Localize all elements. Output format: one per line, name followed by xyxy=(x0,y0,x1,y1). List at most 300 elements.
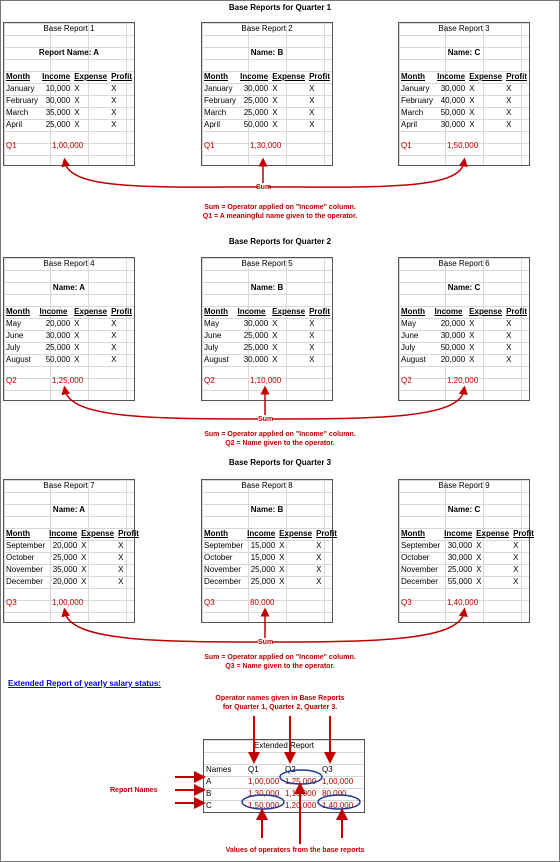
quarter-title: Base Reports for Quarter 1 xyxy=(228,3,332,12)
column-header: Month xyxy=(6,72,30,81)
table-header-row xyxy=(399,528,536,540)
report-name: Name: C xyxy=(447,283,481,292)
column-header: Income xyxy=(247,529,276,538)
column-header: Month xyxy=(6,529,30,538)
table-cell: X xyxy=(309,120,315,129)
table-cell: X xyxy=(279,577,285,586)
column-header: Profit xyxy=(316,529,337,538)
column-header: Expense xyxy=(476,529,510,538)
sum-label: Sum xyxy=(258,639,274,646)
table-cell: X xyxy=(513,565,519,574)
note-line: Sum = Operator applied on "Income" column. xyxy=(204,431,356,438)
table-cell: X xyxy=(309,108,315,117)
table-row xyxy=(204,776,357,788)
table-cell: X xyxy=(279,565,285,574)
table-cell: July xyxy=(204,343,219,352)
row-name: B xyxy=(206,789,212,798)
table-cell: X xyxy=(74,343,80,352)
table-header-row xyxy=(204,764,357,776)
column-header: Profit xyxy=(111,307,132,316)
table-cell: X xyxy=(111,355,117,364)
table-cell: March xyxy=(6,108,29,117)
quarter-2-note xyxy=(0,430,560,448)
table-cell: X xyxy=(309,96,315,105)
report-header: Base Report 9 xyxy=(438,481,490,490)
q2-value: 1,20,000 xyxy=(285,801,317,810)
extended-report-table xyxy=(203,739,365,813)
table-row xyxy=(399,119,529,131)
table-cell: November xyxy=(401,565,438,574)
table-row xyxy=(4,552,141,564)
table-cell: X xyxy=(316,541,322,550)
table-row xyxy=(399,576,536,588)
q1-value: 1,50,000 xyxy=(248,801,280,810)
table-cell: 25,000 xyxy=(243,96,269,105)
table-cell: X xyxy=(74,96,80,105)
table-cell: 15,000 xyxy=(250,541,276,550)
operator-total: 1,25,000 xyxy=(52,376,84,385)
column-header: Income xyxy=(240,72,269,81)
report-table xyxy=(4,528,141,588)
report-name: Name: A xyxy=(52,283,86,292)
table-header-row xyxy=(4,528,141,540)
operator-name: Q3 xyxy=(6,598,17,607)
report-name: Name: C xyxy=(447,505,481,514)
table-cell: June xyxy=(6,331,24,340)
table-row xyxy=(202,564,339,576)
column-header: Income xyxy=(444,529,473,538)
table-cell: X xyxy=(74,120,80,129)
table-cell: 50,000 xyxy=(243,120,269,129)
base-report-card xyxy=(201,22,333,166)
table-cell: X xyxy=(309,355,315,364)
table-cell: October xyxy=(401,553,430,562)
table-cell: X xyxy=(506,343,512,352)
table-cell: X xyxy=(111,331,117,340)
table-row xyxy=(4,330,134,342)
table-header-row xyxy=(4,71,134,83)
column-header: Profit xyxy=(118,529,139,538)
table-row xyxy=(399,540,536,552)
report-table xyxy=(4,71,134,131)
table-cell: X xyxy=(309,319,315,328)
table-row xyxy=(202,576,339,588)
table-cell: X xyxy=(74,319,80,328)
column-header: Expense xyxy=(279,529,313,538)
values-note: Values of operators from the base reports xyxy=(225,847,365,854)
operator-total: 1,10,000 xyxy=(250,376,282,385)
table-cell: X xyxy=(309,343,315,352)
table-cell: X xyxy=(111,84,117,93)
table-cell: April xyxy=(401,120,418,129)
table-header-row xyxy=(399,71,529,83)
table-row xyxy=(399,95,529,107)
base-report-card xyxy=(3,22,135,166)
table-row xyxy=(4,564,141,576)
table-cell: October xyxy=(204,553,233,562)
table-cell: September xyxy=(6,541,46,550)
column-header: Expense xyxy=(74,307,108,316)
table-cell: July xyxy=(6,343,21,352)
operator-total: 1,40,000 xyxy=(447,598,479,607)
table-cell: X xyxy=(476,565,482,574)
operator-total: 1,00,000 xyxy=(52,141,84,150)
report-names-label: Report Names xyxy=(110,787,158,794)
table-cell: May xyxy=(204,319,220,328)
operator-names-note xyxy=(210,694,350,712)
table-cell: 25,000 xyxy=(243,331,269,340)
table-cell: X xyxy=(111,120,117,129)
table-cell: June xyxy=(204,331,222,340)
operator-total: 1,50,000 xyxy=(447,141,479,150)
table-row xyxy=(204,788,357,800)
q3-value: 1,00,000 xyxy=(322,777,354,786)
table-cell: X xyxy=(81,565,87,574)
table-cell: X xyxy=(272,108,278,117)
table-cell: January xyxy=(6,84,35,93)
table-cell: 20,000 xyxy=(440,319,466,328)
table-cell: X xyxy=(476,541,482,550)
table-cell: X xyxy=(111,319,117,328)
report-name: Report Name: A xyxy=(38,48,100,57)
table-cell: September xyxy=(204,541,244,550)
table-cell: 20,000 xyxy=(45,319,71,328)
table-cell: X xyxy=(118,553,124,562)
table-cell: 25,000 xyxy=(45,120,71,129)
table-cell: August xyxy=(401,355,426,364)
table-row xyxy=(399,564,536,576)
table-row xyxy=(202,330,332,342)
table-cell: January xyxy=(204,84,233,93)
table-cell: X xyxy=(469,108,475,117)
table-cell: 25,000 xyxy=(250,565,276,574)
operator-name: Q1 xyxy=(204,141,215,150)
table-cell: X xyxy=(469,343,475,352)
table-cell: 10,000 xyxy=(45,84,71,93)
table-cell: February xyxy=(401,96,434,105)
note-line: Sum = Operator applied on "Income" column. xyxy=(204,204,356,211)
table-cell: 20,000 xyxy=(52,541,78,550)
table-header-row xyxy=(202,71,332,83)
table-cell: August xyxy=(6,355,31,364)
column-header: Month xyxy=(401,72,425,81)
report-name: Name: B xyxy=(250,505,284,514)
column-header: Month xyxy=(204,307,228,316)
operator-total: 80,000 xyxy=(250,598,275,607)
table-cell: 30,000 xyxy=(447,541,473,550)
column-header: Expense xyxy=(272,72,306,81)
table-cell: 30,000 xyxy=(447,553,473,562)
table-header-row xyxy=(202,528,339,540)
table-row xyxy=(202,552,339,564)
table-cell: X xyxy=(118,565,124,574)
table-row xyxy=(202,540,339,552)
base-report-card xyxy=(3,257,135,401)
column-header: Month xyxy=(401,529,425,538)
table-cell: June xyxy=(401,331,419,340)
extended-table xyxy=(204,764,357,812)
table-row xyxy=(4,354,134,366)
table-cell: X xyxy=(272,120,278,129)
table-cell: 25,000 xyxy=(52,553,78,562)
column-header: Income xyxy=(437,72,466,81)
table-header-row xyxy=(399,306,529,318)
operator-name: Q3 xyxy=(401,598,412,607)
quarter-title: Base Reports for Quarter 3 xyxy=(228,458,332,467)
table-cell: 50,000 xyxy=(440,108,466,117)
table-cell: X xyxy=(74,331,80,340)
operator-name: Q1 xyxy=(6,141,17,150)
table-row xyxy=(399,83,529,95)
q2-value: 1,25,000 xyxy=(285,777,317,786)
report-table xyxy=(399,528,536,588)
table-cell: X xyxy=(506,108,512,117)
report-header: Base Report 5 xyxy=(241,259,293,268)
column-header: Expense xyxy=(74,72,108,81)
table-cell: X xyxy=(316,565,322,574)
table-row xyxy=(399,342,529,354)
table-cell: X xyxy=(81,577,87,586)
table-row xyxy=(399,318,529,330)
column-header: Income xyxy=(237,307,266,316)
table-cell: X xyxy=(506,84,512,93)
table-cell: X xyxy=(476,577,482,586)
table-cell: X xyxy=(469,319,475,328)
table-cell: April xyxy=(204,120,221,129)
table-cell: November xyxy=(6,565,43,574)
table-cell: February xyxy=(204,96,237,105)
table-cell: April xyxy=(6,120,23,129)
table-cell: X xyxy=(74,84,80,93)
table-cell: X xyxy=(279,553,285,562)
operator-name: Q2 xyxy=(401,376,412,385)
table-cell: X xyxy=(476,553,482,562)
report-name: Name: A xyxy=(52,505,86,514)
column-header: Expense xyxy=(469,307,503,316)
table-cell: November xyxy=(204,565,241,574)
table-row xyxy=(399,552,536,564)
report-table xyxy=(399,306,529,366)
extended-report-link[interactable]: Extended Report of yearly salary status: xyxy=(8,679,161,688)
table-row xyxy=(202,95,332,107)
table-cell: X xyxy=(469,120,475,129)
table-cell: March xyxy=(401,108,424,117)
table-cell: X xyxy=(272,96,278,105)
column-header: Profit xyxy=(309,72,330,81)
table-row xyxy=(202,318,332,330)
table-cell: X xyxy=(111,108,117,117)
table-cell: X xyxy=(272,331,278,340)
table-cell: 25,000 xyxy=(250,577,276,586)
report-table xyxy=(4,306,134,366)
column-header: Profit xyxy=(506,72,527,81)
note-line: Q3 = Name given to the operator. xyxy=(225,663,335,670)
table-cell: 15,000 xyxy=(250,553,276,562)
base-report-card xyxy=(398,22,530,166)
table-cell: 20,000 xyxy=(52,577,78,586)
table-header-row xyxy=(202,306,332,318)
base-report-card xyxy=(3,479,139,623)
table-row xyxy=(4,318,134,330)
table-cell: X xyxy=(513,541,519,550)
quarter-1-note xyxy=(0,203,560,221)
table-cell: 55,000 xyxy=(447,577,473,586)
table-row xyxy=(202,107,332,119)
column-header: Q3 xyxy=(322,765,333,774)
table-cell: X xyxy=(111,96,117,105)
sum-label: Sum xyxy=(258,416,274,423)
table-cell: January xyxy=(401,84,430,93)
table-cell: X xyxy=(469,355,475,364)
table-cell: 30,000 xyxy=(440,84,466,93)
table-cell: X xyxy=(469,96,475,105)
table-cell: 20,000 xyxy=(440,355,466,364)
table-row xyxy=(202,119,332,131)
table-cell: 30,000 xyxy=(45,331,71,340)
base-report-card xyxy=(398,257,530,401)
table-row xyxy=(202,83,332,95)
table-cell: March xyxy=(204,108,227,117)
column-header: Month xyxy=(204,72,228,81)
table-row xyxy=(4,107,134,119)
table-cell: X xyxy=(469,84,475,93)
report-table xyxy=(202,528,339,588)
table-row xyxy=(4,540,141,552)
table-cell: 50,000 xyxy=(45,355,71,364)
table-cell: July xyxy=(401,343,416,352)
table-cell: X xyxy=(506,96,512,105)
report-header: Base Report 2 xyxy=(241,24,293,33)
table-cell: X xyxy=(111,343,117,352)
note-line: Q1 = A meaningful name given to the operator. xyxy=(202,213,358,220)
table-cell: 35,000 xyxy=(45,108,71,117)
table-cell: X xyxy=(506,319,512,328)
report-table xyxy=(202,306,332,366)
table-cell: X xyxy=(272,355,278,364)
table-cell: X xyxy=(309,331,315,340)
note-line: Operator names given in Base Reports xyxy=(215,695,345,702)
table-cell: December xyxy=(204,577,241,586)
table-cell: X xyxy=(279,541,285,550)
table-cell: X xyxy=(272,343,278,352)
quarter-title: Base Reports for Quarter 2 xyxy=(228,237,332,246)
table-cell: X xyxy=(272,319,278,328)
operator-name: Q3 xyxy=(204,598,215,607)
report-name: Name: C xyxy=(447,48,481,57)
table-cell: X xyxy=(81,541,87,550)
column-header: Income xyxy=(49,529,78,538)
table-row xyxy=(399,107,529,119)
column-header: Month xyxy=(401,307,425,316)
sum-label: Sum xyxy=(256,184,272,191)
report-table xyxy=(399,71,529,131)
row-name: C xyxy=(206,801,212,810)
base-report-card xyxy=(201,479,337,623)
table-cell: X xyxy=(469,331,475,340)
table-cell: December xyxy=(401,577,438,586)
table-cell: X xyxy=(316,553,322,562)
table-cell: 30,000 xyxy=(243,84,269,93)
note-line: Q2 = Name given to the operator. xyxy=(225,440,335,447)
report-header: Base Report 3 xyxy=(438,24,490,33)
note-line: for Quarter 1, Quarter 2, Quarter 3. xyxy=(222,704,338,711)
operator-name: Q2 xyxy=(204,376,215,385)
quarter-3-note xyxy=(0,653,560,671)
table-cell: December xyxy=(6,577,43,586)
extended-report-header: Extended Report xyxy=(253,741,315,750)
column-header: Profit xyxy=(309,307,330,316)
table-cell: X xyxy=(513,553,519,562)
note-line: Sum = Operator applied on "Income" column. xyxy=(204,654,356,661)
table-header-row xyxy=(4,306,134,318)
table-cell: X xyxy=(513,577,519,586)
column-header: Expense xyxy=(469,72,503,81)
table-cell: X xyxy=(316,577,322,586)
column-header: Month xyxy=(204,529,228,538)
table-cell: 30,000 xyxy=(440,331,466,340)
table-cell: February xyxy=(6,96,39,105)
table-cell: 25,000 xyxy=(243,108,269,117)
report-name: Name: B xyxy=(250,283,284,292)
q2-value: 1,10,000 xyxy=(285,789,317,798)
table-cell: May xyxy=(6,319,22,328)
table-cell: 50,000 xyxy=(440,343,466,352)
table-cell: 30,000 xyxy=(440,120,466,129)
base-report-card xyxy=(398,479,534,623)
table-cell: 25,000 xyxy=(447,565,473,574)
operator-total: 1,00,000 xyxy=(52,598,84,607)
report-header: Base Report 1 xyxy=(43,24,95,33)
column-header: Profit xyxy=(111,72,132,81)
column-header: Expense xyxy=(81,529,115,538)
table-row xyxy=(4,119,134,131)
column-header: Income xyxy=(39,307,68,316)
table-row xyxy=(399,330,529,342)
table-cell: 30,000 xyxy=(45,96,71,105)
q3-value: 1,40,000 xyxy=(322,801,354,810)
table-cell: 30,000 xyxy=(243,319,269,328)
table-cell: X xyxy=(506,120,512,129)
column-header: Names xyxy=(206,765,232,774)
table-cell: 30,000 xyxy=(243,355,269,364)
operator-total: 1,20,000 xyxy=(447,376,479,385)
report-header: Base Report 4 xyxy=(43,259,95,268)
row-name: A xyxy=(206,777,212,786)
column-header: Month xyxy=(6,307,30,316)
report-table xyxy=(202,71,332,131)
table-cell: 25,000 xyxy=(45,343,71,352)
table-cell: X xyxy=(309,84,315,93)
report-header: Base Report 6 xyxy=(438,259,490,268)
table-cell: September xyxy=(401,541,441,550)
table-cell: X xyxy=(506,331,512,340)
table-cell: May xyxy=(401,319,417,328)
table-cell: X xyxy=(272,84,278,93)
column-header: Q1 xyxy=(248,765,259,774)
table-cell: X xyxy=(506,355,512,364)
table-row xyxy=(399,354,529,366)
q1-value: 1,00,000 xyxy=(248,777,280,786)
column-header: Q2 xyxy=(285,765,296,774)
table-cell: X xyxy=(81,553,87,562)
operator-name: Q2 xyxy=(6,376,17,385)
table-row xyxy=(204,800,357,812)
table-cell: October xyxy=(6,553,35,562)
q1-value: 1,30,000 xyxy=(248,789,280,798)
report-header: Base Report 7 xyxy=(43,481,95,490)
table-cell: X xyxy=(118,577,124,586)
table-cell: X xyxy=(74,355,80,364)
